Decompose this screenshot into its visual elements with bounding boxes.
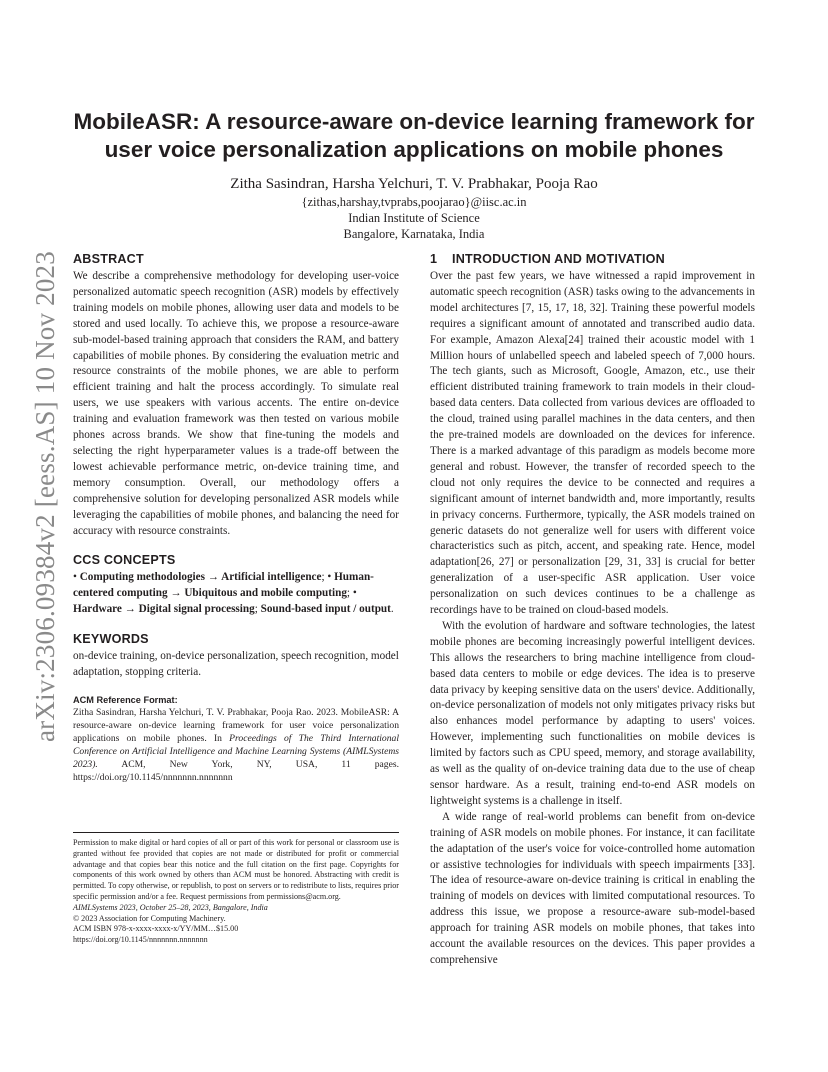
keywords-heading: KEYWORDS: [73, 632, 149, 647]
intro-heading: [430, 251, 755, 267]
author-institution: Indian Institute of Science: [348, 211, 480, 225]
title-line-2: user voice personalization applications on mobile phones: [104, 137, 724, 162]
abstract-heading: ABSTRACT: [73, 252, 144, 266]
ccs-concept-3: Hardware → Digital signal processing: [73, 603, 255, 616]
copyright-footnote: [73, 832, 399, 946]
intro-paragraph-2: With the evolution of hardware and software technologies, the latest mobile phones are becoming increasingly powerful intelligent devices. This allows the researchers to bring machine intelligence from cloud-based data centers to mobile or edge devices. The idea is to preserve data privacy by keeping sensitive data on the users' device. Additionally, on-device personalization of models not only mitigates privacy risks but also enhances model performance by adapting to users' voices. However, implementing such functionalities on mobile devices is limited by factors such as CPU speed, memory, and storage availability, as well as the quality of on-device training data due to the use of cheap sensor hardware. As a result, training end-to-end ASR models on lightweight systems is a challenge in itself.: [430, 619, 755, 807]
left-column: [73, 251, 399, 785]
arxiv-identifier: arXiv:2306.09384v2 [eess.AS] 10 Nov 2023: [30, 251, 60, 742]
author-email: {zithas,harshay,tvprabs,poojarao}@iisc.ac.in: [301, 195, 527, 209]
author-location: Bangalore, Karnataka, India: [343, 227, 485, 241]
copyright-line: © 2023 Association for Computing Machinery.: [73, 913, 226, 923]
doi-line: https://doi.org/10.1145/nnnnnnn.nnnnnnn: [73, 935, 208, 945]
abstract-text: We describe a comprehensive methodology for developing user-voice personalized automatic speech recognition (ASR) models by effectively training models on mobile phones, allowing user data and models to be stored and used locally. To achieve this, we propose a resource-aware sub-model-based training approach that considers the RAM, and battery capabilities of mobile phones. By considering the evaluation metric and resource constraints of the mobile phones, we are able to perform efficient training and halt the process accordingly. To simulate real users, we use speakers with various accents. The entire on-device training and evaluation framework was then tested on various mobile phones across brands. We show that fine-tuning the models and selecting the right hyperparameter values is a trade-off between the lowest achievable performance metric, on-device training time, and memory consumption. Overall, our methodology offers a comprehensive solution for developing personalized ASR models while leveraging the capabilities of mobile phones, and balancing the need for accuracy with resource constraints.: [73, 270, 399, 537]
ccs-concept-4: Sound-based input / output: [260, 603, 391, 616]
acm-reference-label: ACM Reference Format:: [73, 694, 178, 705]
right-column: [430, 251, 755, 969]
intro-paragraph-3: A wide range of real-world problems can benefit from on-device training of ASR models on mobile phones. For instance, it can facilitate the adaptation of the user's voice for voice-controlled home automation or assistive technologies for individuals with speech impairments [33]. The idea of resource-aware on-device training is critical in enabling the training of models on devices with limited computational resources. To address this issue, we propose a resource-aware sub-model-based approach for training ASR models on mobile phones, that takes into account the available resources on the devices. This paper provides a comprehensive: [430, 810, 755, 966]
section-number: 1: [430, 252, 438, 266]
isbn-line: ACM ISBN 978-x-xxxx-xxxx-x/YY/MM…$15.00: [73, 924, 239, 934]
permission-notice: Permission to make digital or hard copies of all or part of this work for personal or classroom use is granted without fee provided that copies are not made or distributed for profit or commercial advantage and that copies bear this notice and the full citation on the first page. Copyrights for components of this work owned by others than ACM must be honored. Abstracting with credit is permitted. To copy otherwise, or republish, to post on servers or to redistribute to lists, requires prior specific permission and/or a fee. Request permissions from permissions@acm.org.: [73, 838, 399, 901]
ccs-concept-1: Computing methodologies → Artificial intelligence: [79, 571, 322, 584]
conference-venue: AIMLSystems 2023, October 25–28, 2023, Bangalore, India: [73, 902, 268, 912]
acm-reference-text: Zitha Sasindran, Harsha Yelchuri, T. V. Prabhakar, Pooja Rao. 2023. MobileASR: A resource-aware on-device learning framework for user voice personalization applications on mobile phones. In Proceedings of The Third International Conference on Artificial Intelligence and Machine Learning Systems (AIMLSystems 2023). ACM, New York, NY, USA, 11 pages. https://doi.org/10.1145/nnnnnnn.nnnnnnn: [73, 706, 399, 784]
paper-title: [60, 108, 768, 164]
intro-paragraph-1: Over the past few years, we have witnessed a rapid improvement in automatic speech recognition (ASR) tasks owing to the advancements in model architectures [7, 15, 17, 18, 32]. Training these powerful models requires a significant amount of annotated and transcribed audio data. For example, Amazon Alexa[24] trained their acoustic model with 1 Million hours of unlabelled speech and labeled speech of 7,000 hours. The tech giants, such as Microsoft, Google, Amazon, etc., use their efficient distributed training framework to train models in their cloud-based data centers. Data collected from various devices are offloaded to the cloud, trained using parallel machines in the data centers, and then the pre-trained models are downloaded on the devices for inference. There is a marked advantage of this paradigm as models become more general and robust. However, the transfer of recorded speech to the cloud not only requires the device to be connected and requires a significant amount of internet bandwidth and, more importantly, results in privacy concerns. Furthermore, typically, the ASR models trained on generic datasets do not generalize well for users with different voice characteristics such as pitch, accent, and speaking rate. Hence, model adaptation[26, 27] or personalization [29, 31, 33] is crucial for better generalization of a user-specific ASR application. User voice personalization on such devices continues to be a challenge as recordings have to be trained on cloud-based models.: [430, 270, 755, 617]
ccs-concepts: • Computing methodologies → Artificial intelligence; • Human-centered computing → Ubiquitous and mobile computing; • Hardware → Digital signal processing; Sound-based input / output.: [73, 571, 394, 616]
keywords-text: on-device training, on-device personalization, speech recognition, model adaptation, stopping criteria.: [73, 650, 399, 679]
ccs-heading: CCS CONCEPTS: [73, 553, 176, 568]
author-list: Zitha Sasindran, Harsha Yelchuri, T. V. Prabhakar, Pooja Rao: [230, 176, 598, 192]
section-title: INTRODUCTION AND MOTIVATION: [452, 252, 665, 266]
ccs-concept-2: Human-centered computing → Ubiquitous and mobile computing: [73, 571, 374, 600]
title-line-1: MobileASR: A resource-aware on-device learning framework for: [73, 109, 755, 134]
